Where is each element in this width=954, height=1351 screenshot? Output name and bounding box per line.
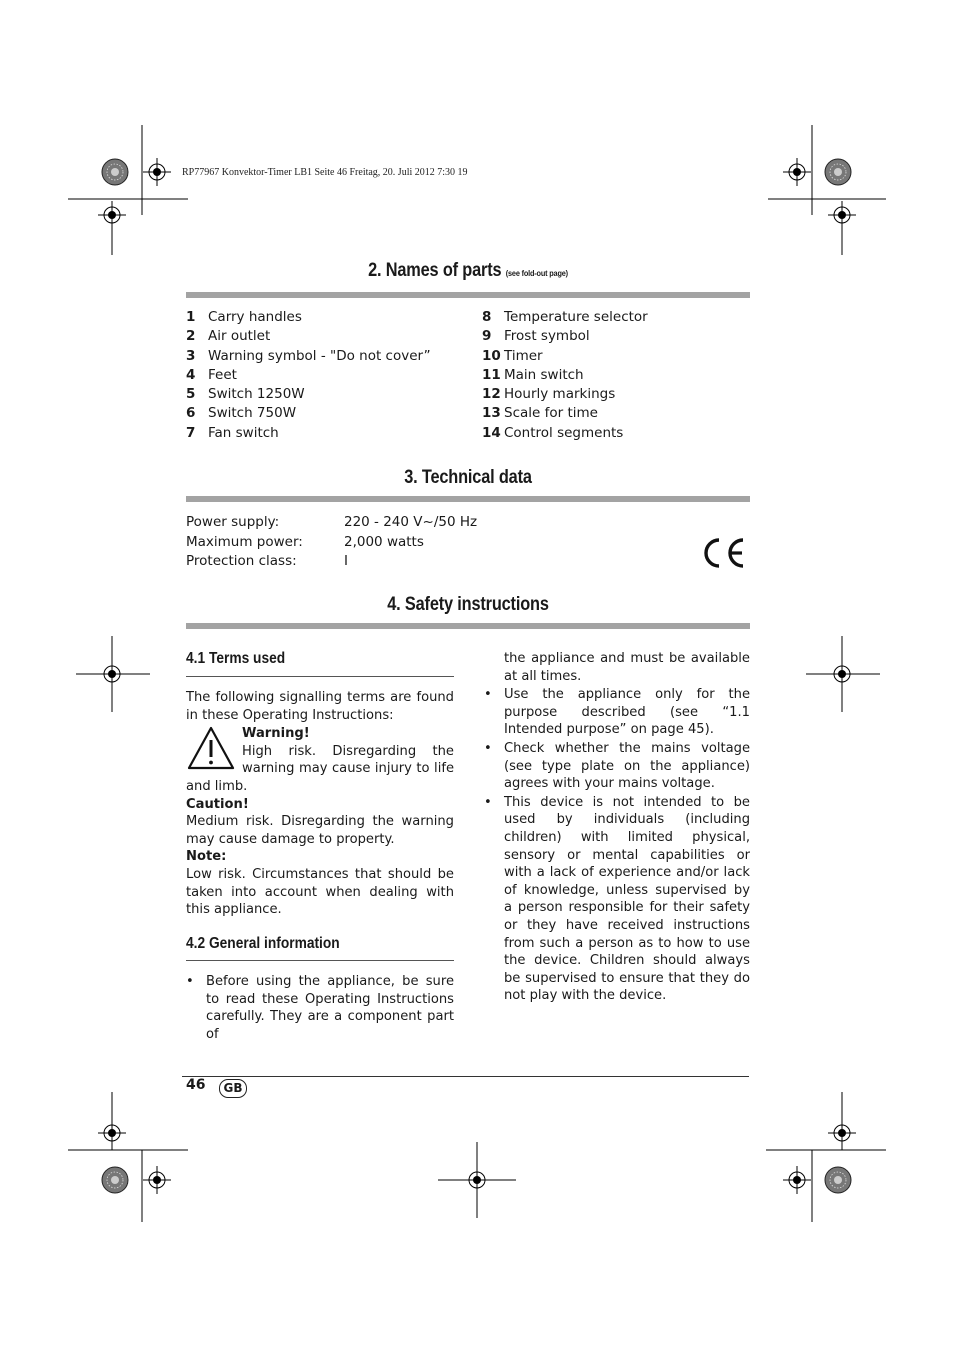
continuation-text: the appliance and must be available at all times. [504, 651, 750, 684]
list-item [482, 347, 648, 366]
part-label: Air outlet [208, 328, 271, 345]
section-title-text: 2. Names of parts [368, 260, 502, 281]
terms-intro: The following signalling terms are found in these Operating Instructions: [186, 690, 454, 723]
part-label: Control segments [504, 424, 624, 441]
part-number: 13 [482, 405, 501, 422]
part-number: 4 [186, 366, 196, 383]
subsection-rule [186, 960, 454, 961]
warning-text: High risk. Disregarding the warning may cause injury to life and limb. [186, 743, 454, 794]
subsection-title-terms-used: 4.1 Terms used [186, 650, 286, 667]
list-item [186, 347, 431, 366]
warning-label: Warning! [242, 726, 310, 742]
part-number: 2 [186, 328, 196, 345]
list-item: • Check whether the mains voltage (see type plate on the appliance) agrees with your mains voltage. [484, 740, 750, 793]
list-item: • Before using the appliance, be sure to read these Operating Instructions carefully. They are a component part of [186, 973, 454, 1043]
part-label: Warning symbol - "Do not cover” [208, 347, 431, 364]
safety-right-column [482, 650, 750, 1006]
part-label: Hourly markings [504, 386, 616, 403]
list-item [482, 404, 648, 423]
note-label: Note: [186, 849, 227, 865]
tech-row [186, 513, 478, 533]
list-item [186, 327, 431, 346]
part-number: 3 [186, 347, 196, 364]
list-item [186, 404, 431, 423]
tech-row [186, 533, 424, 553]
parts-list-right [482, 308, 648, 443]
parts-list-left [186, 308, 431, 443]
section-title-safety-instructions: 4. Safety instructions [387, 594, 549, 615]
list-item: • Use the appliance only for the purpose described (see “1.1 Intended purpose” on page 45). [484, 686, 750, 739]
page-number: 46 [186, 1077, 206, 1093]
tech-label: Protection class: [186, 553, 297, 569]
terms-used-text [186, 689, 454, 919]
tech-label: Power supply: [186, 514, 280, 530]
part-number: 8 [482, 309, 492, 325]
part-label: Switch 1250W [208, 386, 305, 403]
subsection-rule [186, 676, 454, 677]
caution-label: Caution! [186, 796, 249, 812]
tech-value: 220 - 240 V~/50 Hz [344, 514, 478, 530]
part-number: 1 [186, 309, 196, 325]
subsection-title-general-information: 4.2 General information [186, 935, 340, 952]
part-label: Feet [208, 366, 237, 383]
section-title-names-of-parts [225, 260, 710, 282]
part-number: 9 [482, 328, 492, 345]
ce-mark-icon [700, 537, 746, 569]
part-number: 7 [186, 424, 196, 441]
warning-triangle-icon [186, 725, 236, 771]
list-item [482, 308, 648, 327]
list-item [482, 385, 648, 404]
part-number: 14 [482, 424, 501, 441]
part-label: Temperature selector [504, 309, 648, 325]
part-number: 11 [482, 366, 501, 383]
tech-row [186, 552, 348, 572]
general-information-text [186, 973, 454, 1044]
section-divider-bar [186, 496, 750, 502]
list-item [186, 308, 431, 327]
tech-value: 2,000 watts [344, 534, 424, 550]
part-label: Main switch [504, 366, 584, 383]
part-label: Frost symbol [504, 328, 590, 345]
section-divider-bar [186, 292, 750, 298]
list-item [482, 424, 648, 443]
list-item [186, 366, 431, 385]
part-number: 5 [186, 386, 196, 403]
section-title-note: (see fold-out page) [505, 268, 568, 278]
caution-text: Medium risk. Disregarding the warning may cause damage to property. [186, 814, 454, 847]
part-label: Switch 750W [208, 405, 297, 422]
part-label: Fan switch [208, 424, 279, 441]
part-label: Timer [504, 347, 543, 364]
tech-label: Maximum power: [186, 534, 303, 550]
list-item: • This device is not intended to be used by individuals (including children) with limited physical, sensory or mental capabilities or with a lack of experience and/or lack of knowledge, unless supervised by a person responsible for their safety or they have received instructions from such a person as to how to use the device. Children should always be supervised to ensure that they do not play with the device. [484, 794, 750, 1005]
tech-value: I [344, 553, 348, 569]
part-label: Carry handles [208, 309, 302, 325]
part-number: 12 [482, 386, 501, 403]
part-label: Scale for time [504, 405, 598, 422]
part-number: 10 [482, 347, 501, 364]
list-item [482, 366, 648, 385]
part-number: 6 [186, 405, 196, 422]
language-badge: GB [219, 1079, 247, 1098]
list-item [186, 424, 431, 443]
footer-rule [182, 1076, 749, 1077]
print-header: RP77967 Konvektor-Timer LB1 Seite 46 Freitag, 20. Juli 2012 7:30 19 [182, 167, 468, 178]
section-divider-bar [186, 623, 750, 629]
list-item [186, 385, 431, 404]
list-item [482, 327, 648, 346]
section-title-technical-data: 3. Technical data [404, 467, 532, 488]
note-text: Low risk. Circumstances that should be taken into account when dealing with this appliance. [186, 866, 454, 918]
